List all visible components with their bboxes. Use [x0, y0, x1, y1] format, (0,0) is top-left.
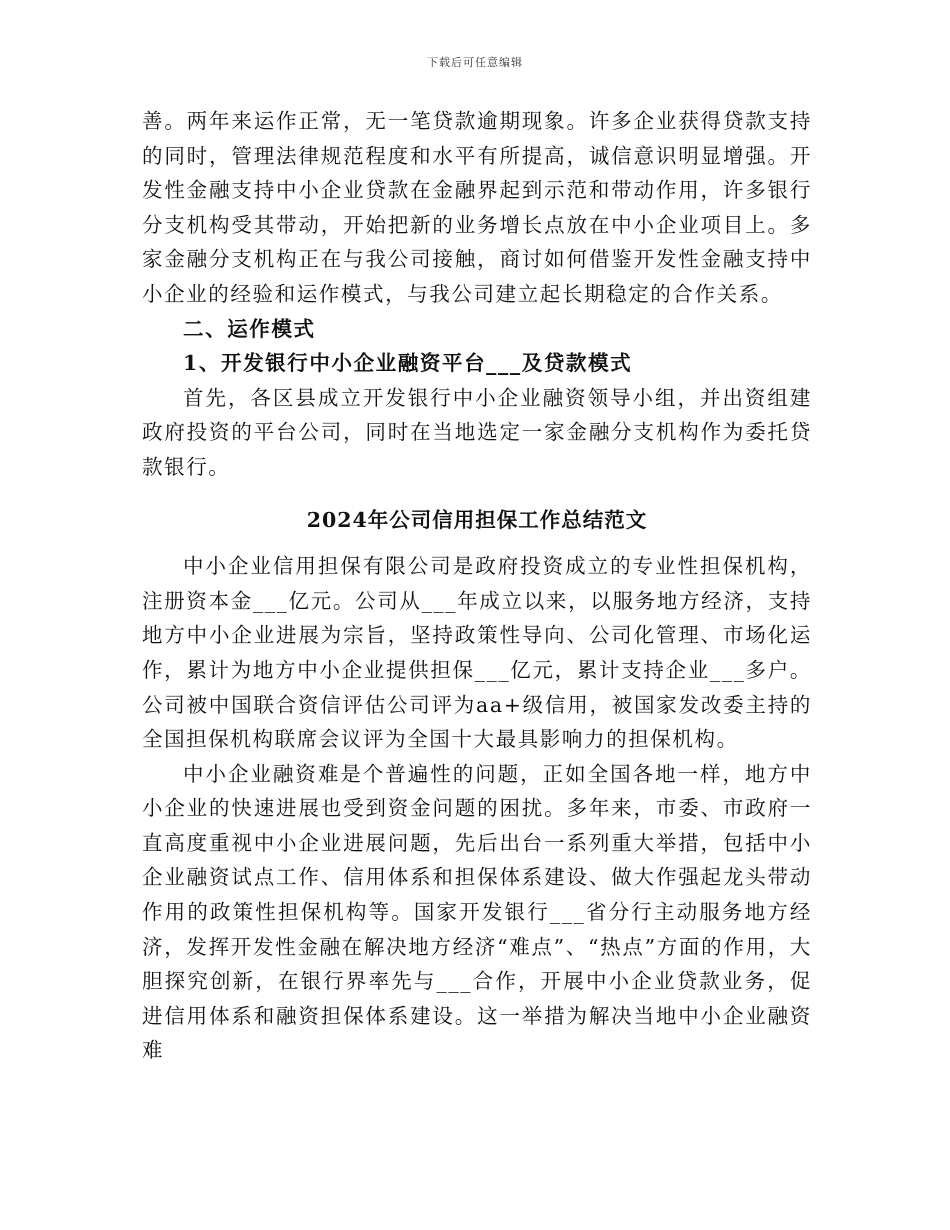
paragraph-continued: 善。两年来运作正常，无一笔贷款逾期现象。许多企业获得贷款支持的同时，管理法律规范程度和水平有所提高，诚信意识明显增强。开发性金融支持中小企业贷款在金融界起到示范和带动作用，许多银行分支机构受其带动，开始把新的业务增长点放在中小企业项目上。多家金融分支机构正在与我公司接触，商讨如何借鉴开发性金融支持中小企业的经验和运作模式，与我公司建立起长期稳定的合作关系。	[142, 109, 812, 306]
document-title: 2024年公司信用担保工作总结范文	[306, 507, 648, 532]
paragraph-first: 首先，各区县成立开发银行中小企业融资领导小组，并出资组建政府投资的平台公司，同时在当地选定一家金融分支机构作为委托贷款银行。	[142, 385, 812, 479]
paragraph-background: 中小企业融资难是个普遍性的问题，正如全国各地一样，地方中小企业的快速进展也受到资金问题的困扰。多年来，市委、市政府一直高度重视中小企业进展问题，先后出台一系列重大举措，包括中小企业融资试点工作、信用体系和担保体系建设、做大作强起龙头带动作用的政策性担保机构等。国家开发银行___省分行主动服务地方经济，发挥开发性金融在解决地方经济“难点”、“热点”方面的作用，大胆探究创新，在银行界率先与___合作，开展中小企业贷款业务，促进信用体系和融资担保体系建设。这一举措为解决当地中小企业融资难	[142, 761, 812, 1063]
subsection-heading: 1、开发银行中小企业融资平台___及贷款模式	[183, 351, 633, 376]
paragraph-intro: 中小企业信用担保有限公司是政府投资成立的专业性担保机构，注册资本金___亿元。公司从___年成立以来，以服务地方经济，支持地方中小企业进展为宗旨，坚持政策性导向、公司化管理、市场化运作，累计为地方中小企业提供担保___亿元，累计支持企业___多户。公司被中国联合资信评估公司评为aa+级信用，被国家发改委主持的全国担保机构联席会议评为全国十大最具影响力的担保机构。	[142, 554, 812, 752]
page-header: 下载后可任意编辑	[427, 56, 523, 69]
section-heading: 二、运作模式	[183, 316, 316, 341]
document-body	[142, 104, 812, 1068]
